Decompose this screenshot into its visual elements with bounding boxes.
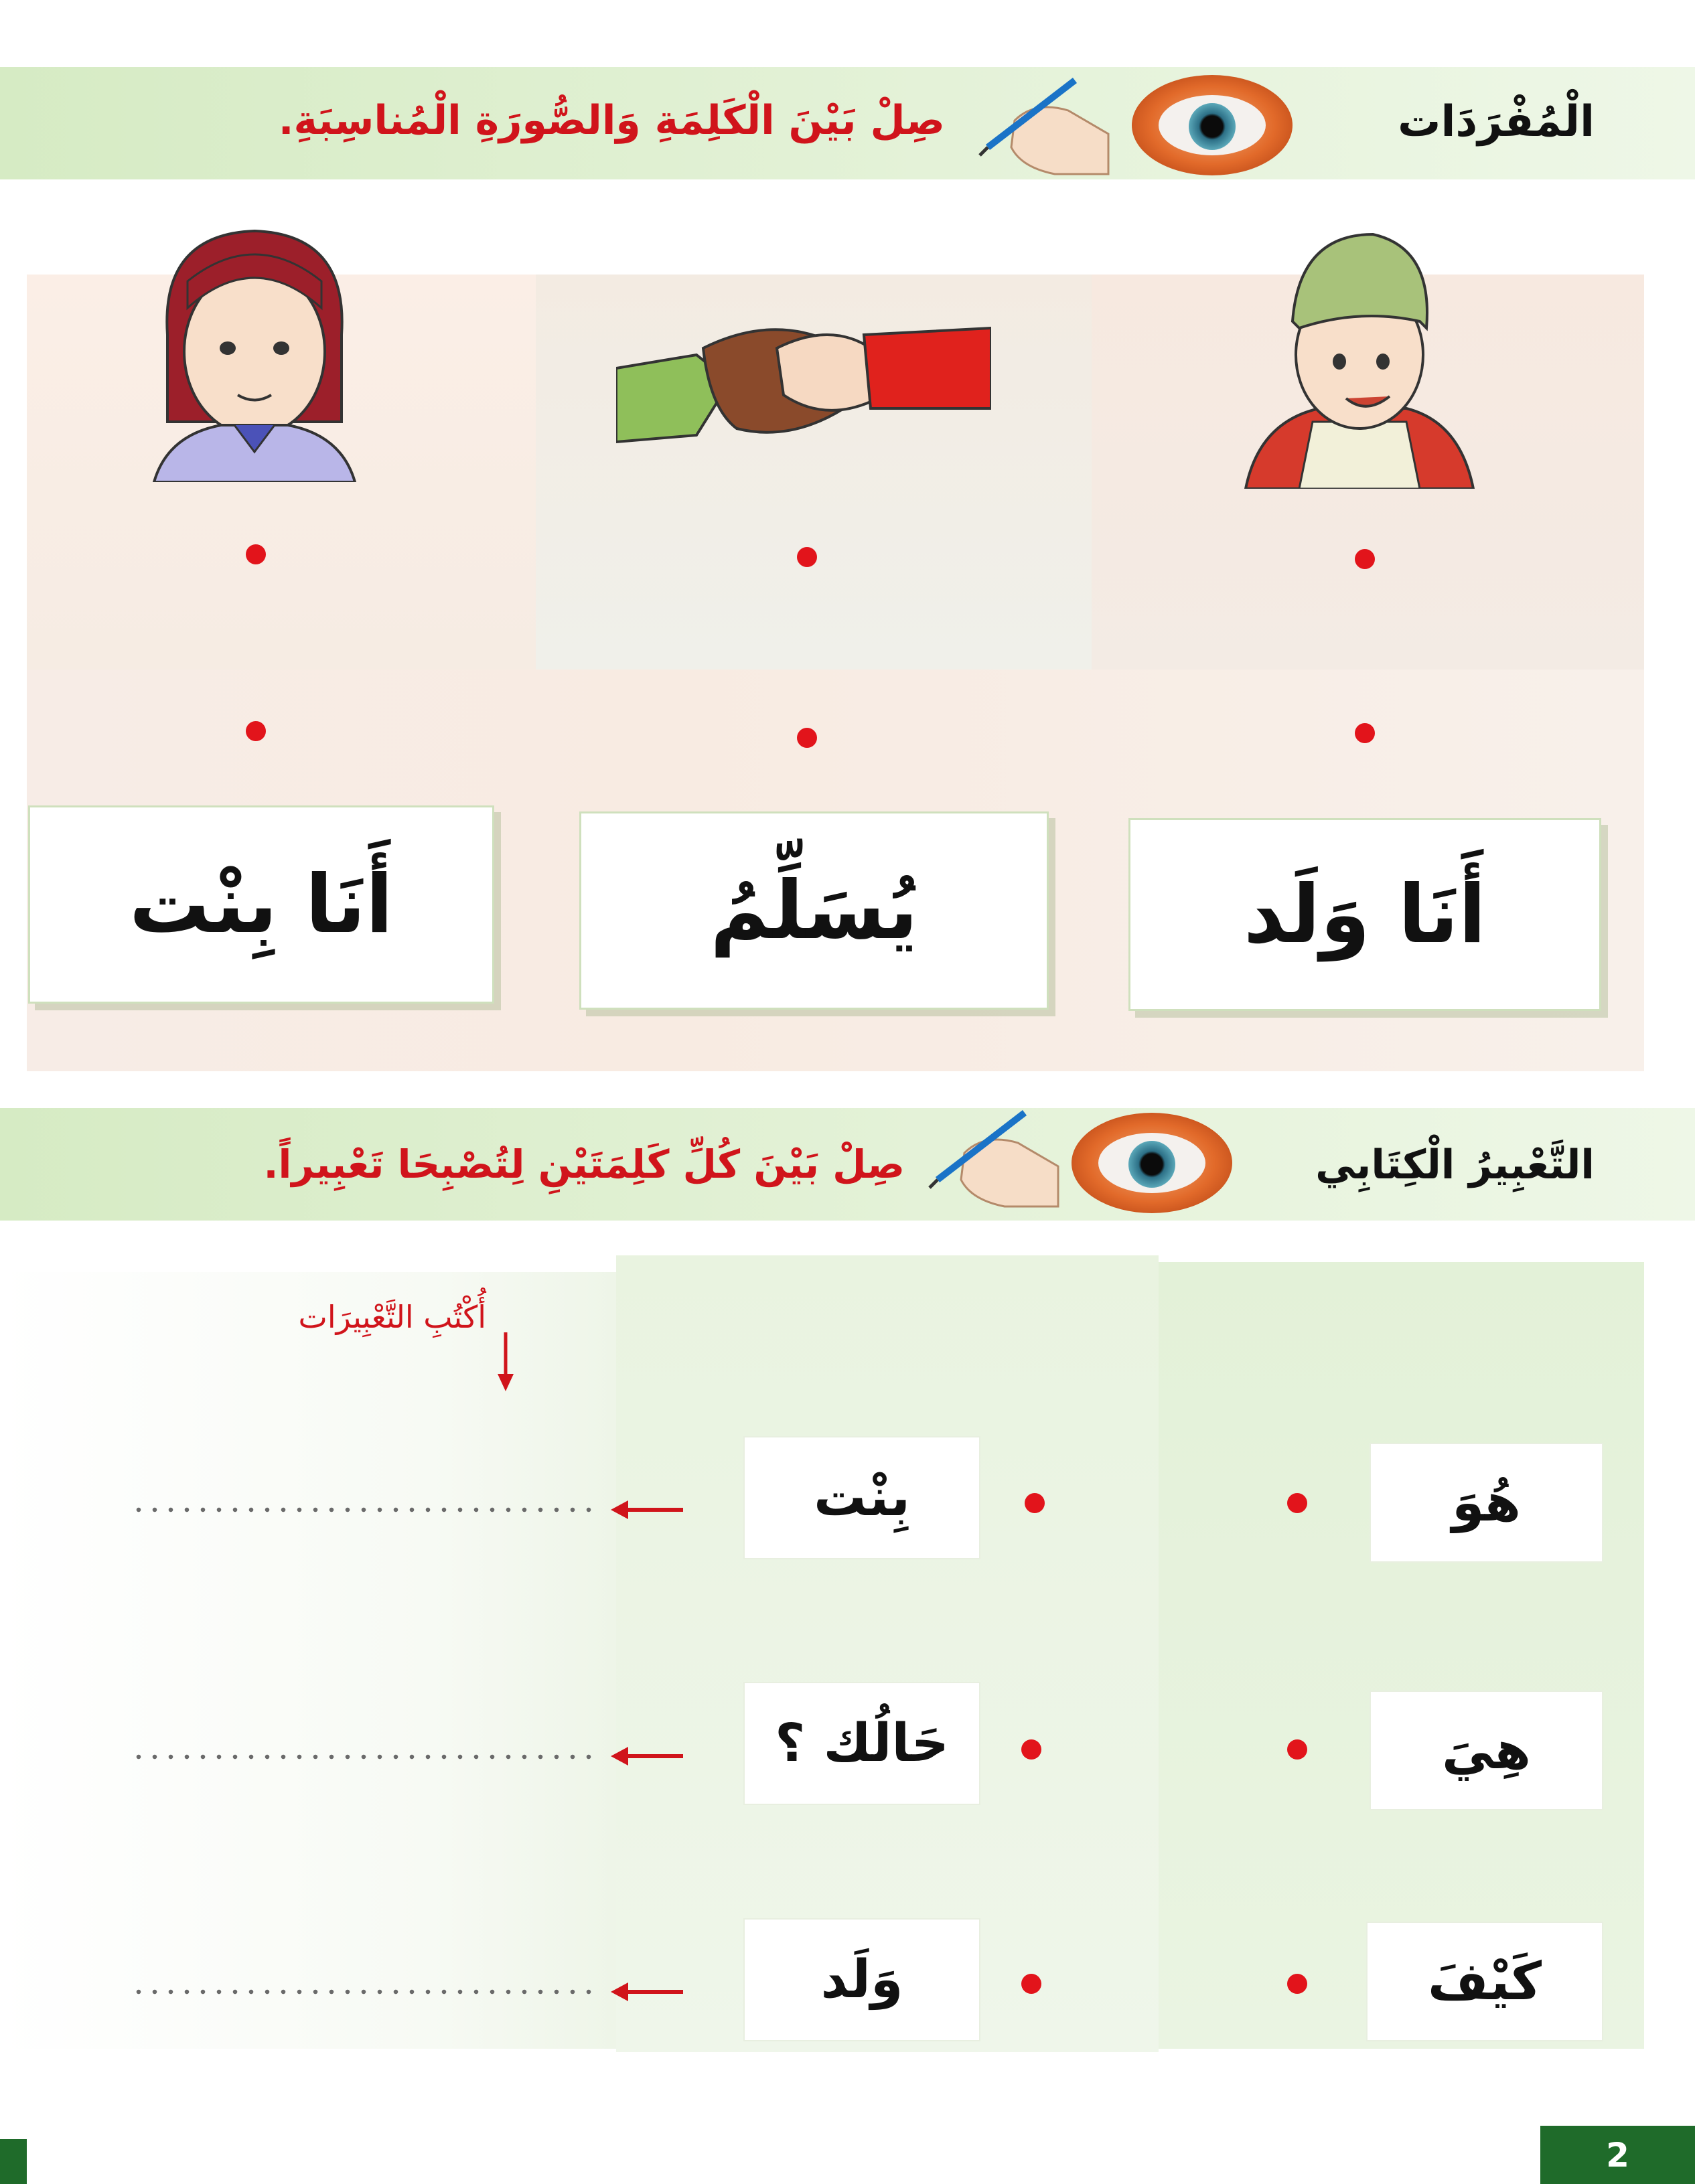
noun-dot-girl[interactable] (1025, 1493, 1045, 1513)
write-expressions-label: أُكْتُبِ التَّعْبِيرَات (298, 1299, 486, 1335)
word-card-how: كَيْفَ (1366, 1922, 1603, 2041)
page-number: 2 (1606, 2135, 1629, 2175)
noun-card-condition: حَالُك ؟ (743, 1682, 980, 1805)
pronoun-dot-how[interactable] (1287, 1974, 1307, 1994)
footer-left-bar (0, 2139, 27, 2184)
picture-dot-girl[interactable] (246, 544, 266, 564)
section1-instruction: صِلْ بَيْنَ الْكَلِمَةِ وَالصُّورَةِ الْمُناسِبَةِ. (278, 97, 945, 144)
picture-dot-boy[interactable] (1355, 549, 1375, 569)
page-number-badge (1540, 2126, 1695, 2184)
picture-dot-handshake[interactable] (797, 547, 817, 567)
noun-card-boy: وَلَد (743, 1918, 980, 2041)
answer-arrow-1 (626, 1508, 683, 1512)
girl-picture (141, 221, 368, 482)
word-dot-handshake[interactable] (797, 728, 817, 748)
noun-dot-condition[interactable] (1021, 1739, 1041, 1760)
word-dot-girl[interactable] (246, 721, 266, 741)
noun-dot-boy[interactable] (1021, 1974, 1041, 1994)
expression-panel-left (0, 1272, 616, 2049)
answer-arrow-2 (626, 1754, 683, 1758)
answer-arrow-head-2 (611, 1747, 628, 1766)
section2-instruction: صِلْ بَيْنَ كُلِّ كَلِمَتَيْنِ لِتُصْبِحَا تَعْبِيراً. (263, 1142, 905, 1187)
pronoun-card-he: هُوَ (1370, 1443, 1603, 1563)
hand-pencil-icon (924, 1106, 1072, 1213)
answer-arrow-3 (626, 1990, 683, 1994)
boy-picture (1239, 221, 1480, 489)
pronoun-dot-he[interactable] (1287, 1493, 1307, 1513)
hand-pencil-icon (974, 74, 1122, 181)
eye-icon (1132, 75, 1293, 175)
answer-arrow-head-1 (611, 1500, 628, 1519)
down-arrow-icon (498, 1332, 514, 1393)
word-card-greets: يُسَلِّمُ (579, 811, 1049, 1010)
eye-icon (1072, 1113, 1232, 1213)
word-dot-boy[interactable] (1355, 723, 1375, 743)
word-card-boy: أَنَا وَلَد (1128, 818, 1601, 1011)
pronoun-card-she: هِيَ (1370, 1691, 1603, 1810)
noun-card-girl: بِنْت (743, 1436, 980, 1559)
pronoun-dot-she[interactable] (1287, 1739, 1307, 1760)
section1-title: الْمُفْرَدَات (1398, 97, 1595, 147)
answer-line-1[interactable] (131, 1506, 593, 1513)
handshake-picture (616, 308, 991, 462)
answer-arrow-head-3 (611, 1982, 628, 2001)
answer-line-3[interactable] (131, 1988, 593, 1995)
word-card-girl: أَنَا بِنْت (28, 805, 494, 1004)
section2-title: التَّعْبِيرُ الْكِتَابِي (1315, 1142, 1595, 1188)
answer-line-2[interactable] (131, 1753, 593, 1760)
